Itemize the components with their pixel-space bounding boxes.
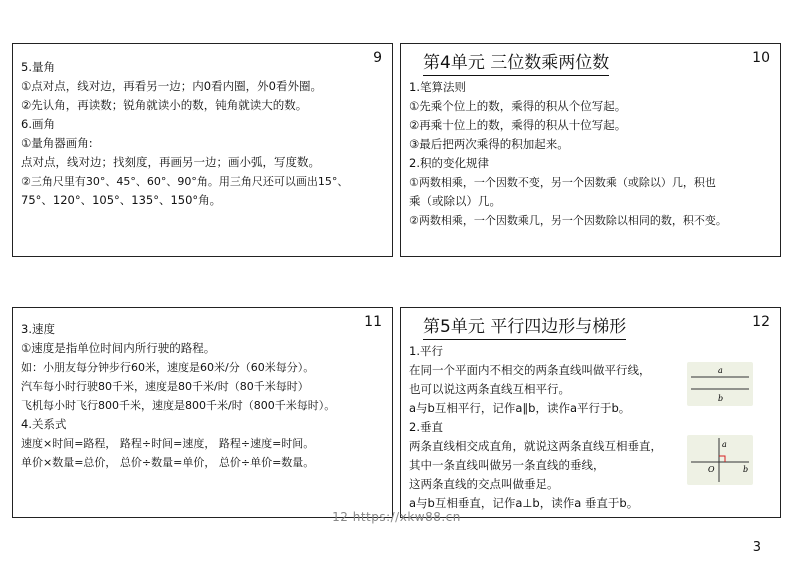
text-line: 3.速度 (21, 322, 55, 336)
perpendicular-lines-figure (687, 435, 753, 485)
text-line: 5.量角 (21, 60, 55, 74)
perpendicular-lines-diagram (687, 435, 753, 485)
text-line: 4.关系式 (21, 417, 67, 431)
parallel-lines-diagram (687, 362, 753, 406)
text-line: ②两数相乘，一个因数乘几，另一个因数除以相同的数，积不变。 (409, 214, 727, 227)
page-number: 3 (752, 540, 761, 555)
text-line: 2.垂直 (409, 420, 443, 434)
text-line: ①点对点，线对边，再看另一边；内0看内圈，外0看外圈。 (21, 79, 322, 93)
card-number: 12 (752, 314, 770, 330)
label-o: O (708, 465, 715, 474)
card-number: 11 (364, 314, 382, 330)
text-line: a与b互相平行，记作a∥b，读作a平行于b。 (409, 401, 631, 415)
label-a: a (718, 366, 723, 375)
text-line: 速度×时间=路程， 路程÷时间=速度， 路程÷速度=时间。 (21, 437, 315, 450)
card-11 (12, 307, 393, 518)
unit-title: 第4单元 三位数乘两位数 (423, 52, 609, 76)
text-line: ①速度是指单位时间内所行驶的路程。 (21, 341, 216, 355)
text-line: 单价×数量=总价， 总价÷数量=单价， 总价÷单价=数量。 (21, 456, 315, 469)
label-a: a (722, 440, 727, 449)
text-line: 也可以说这两条直线互相平行。 (409, 382, 570, 396)
watermark-footer: 12 https://xkw88.cn (332, 510, 461, 524)
text-line: ②先认角，再读数；锐角就读小的数，钝角就读大的数。 (21, 98, 308, 112)
text-line: 这两条直线的交点叫做垂足。 (409, 477, 559, 491)
text-line: 在同一个平面内不相交的两条直线叫做平行线， (409, 363, 651, 377)
text-line: 飞机每小时飞行800千米，速度是800千米/时（800千米每时）。 (21, 399, 336, 412)
text-line: 1.平行 (409, 344, 443, 358)
card-number: 10 (752, 50, 770, 66)
right-angle-mark (719, 456, 725, 462)
text-line: ③最后把两次乘得的积加起来。 (409, 137, 569, 151)
parallel-lines-figure (687, 362, 753, 406)
text-line: 1.笔算法则 (409, 80, 466, 94)
label-b: b (718, 394, 724, 403)
text-line: 75°、120°、105°、135°、150°角。 (21, 193, 222, 207)
text-line: 乘（或除以）几。 (409, 194, 501, 208)
card-9 (12, 43, 393, 257)
label-b: b (743, 465, 749, 474)
text-line: ①先乘个位上的数，乘得的积从个位写起。 (409, 99, 627, 113)
card-number: 9 (373, 50, 382, 66)
text-line: ①两数相乘，一个因数不变，另一个因数乘（或除以）几，积也 (409, 176, 716, 189)
text-line: ①量角器画角: (21, 136, 93, 150)
text-line: ②三角尺里有30°、45°、60°、90°角。用三角尺还可以画出15°、 (21, 175, 349, 188)
text-line: 6.画角 (21, 117, 55, 131)
card-12 (400, 307, 781, 518)
text-line: 2.积的变化规律 (409, 156, 489, 170)
text-line: a与b互相垂直，记作a⊥b，读作a 垂直于b。 (409, 496, 639, 510)
card-10 (400, 43, 781, 257)
unit-title: 第5单元 平行四边形与梯形 (423, 316, 626, 340)
text-line: 如：小朋友每分钟步行60米，速度是60米/分（60米每分）。 (21, 361, 315, 374)
text-line: 汽车每小时行驶80千米，速度是80千米/时（80千米每时） (21, 380, 309, 393)
text-line: 其中一条直线叫做另一条直线的垂线， (409, 458, 605, 472)
text-line: ②再乘十位上的数，乘得的积从十位写起。 (409, 118, 627, 132)
text-line: 两条直线相交成直角，就说这两条直线互相垂直， (409, 439, 662, 453)
text-line: 点对点，线对边；找刻度，再画另一边；画小弧，写度数。 (21, 155, 320, 169)
